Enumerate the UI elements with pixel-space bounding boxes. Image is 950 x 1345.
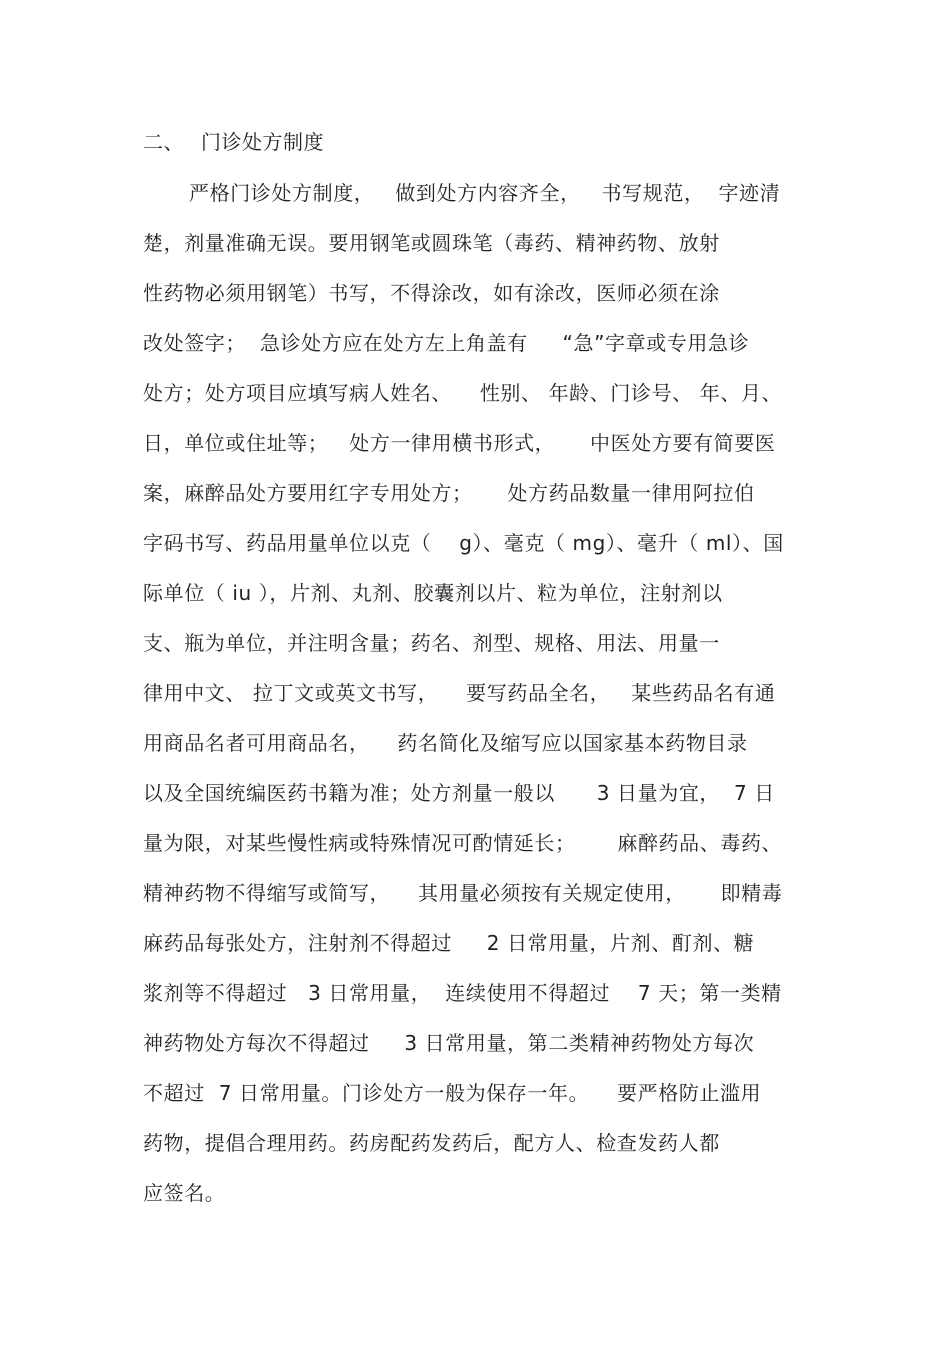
paragraph-line: 案，麻醉品处方要用红字专用处方； 处方药品数量一律用阿拉伯 [143,481,755,505]
paragraph-line: 麻药品每张处方，注射剂不得超过 2 日常用量，片剂、酊剂、糖 [143,931,755,955]
section-title: 门诊处方制度 [201,130,324,154]
paragraph-line: 应签名。 [143,1181,226,1205]
paragraph [143,177,823,1227]
paragraph-line: 支、瓶为单位，并注明含量；药名、剂型、规格、用法、用量一 [143,631,720,655]
paragraph-line: 处方；处方项目应填写病人姓名、 性别、 年龄、门诊号、 年、月、 [143,381,783,405]
paragraph-line: 不超过 7 日常用量。门诊处方一般为保存一年。 要严格防止滥用 [143,1081,762,1105]
paragraph-line: 用商品名者可用商品名， 药名简化及缩写应以国家基本药物目录 [143,731,748,755]
paragraph-line: 楚，剂量准确无误。要用钢笔或圆珠笔（毒药、精神药物、放射 [143,231,720,255]
paragraph-line: 际单位（ iu ），片剂、丸剂、胶囊剂以片、粒为单位，注射剂以 [143,581,723,605]
section-number: 二、 [143,130,184,154]
paragraph-line: 日，单位或住址等； 处方一律用横书形式， 中医处方要有简要医 [143,431,776,455]
section-heading [143,128,324,156]
paragraph-line: 性药物必须用钢笔）书写，不得涂改，如有涂改，医师必须在涂 [143,281,720,305]
paragraph-line: 神药物处方每次不得超过 3 日常用量，第二类精神药物处方每次 [143,1031,755,1055]
paragraph-line: 改处签字； 急诊处方应在处方左上角盖有 “急”字章或专用急诊 [143,331,750,355]
paragraph-line: 浆剂等不得超过 3 日常用量， 连续使用不得超过 7 天；第一类精 [143,981,782,1005]
paragraph-line: 精神药物不得缩写或简写， 其用量必须按有关规定使用， 即精毒 [143,881,783,905]
paragraph-line: 以及全国统编医药书籍为准；处方剂量一般以 3 日量为宜， 7 日 [143,781,775,805]
paragraph-line: 量为限，对某些慢性病或特殊情况可酌情延长； 麻醉药品、毒药、 [143,831,783,855]
paragraph-line: 字码书写、药品用量单位以克（ g）、毫克（ mg）、毫升（ ml）、国 [143,531,784,555]
paragraph-line: 药物，提倡合理用药。药房配药发药后，配方人、检查发药人都 [143,1131,720,1155]
paragraph-line: 律用中文、 拉丁文或英文书写， 要写药品全名， 某些药品名有通 [143,681,776,705]
paragraph-line: 严格门诊处方制度， 做到处方内容齐全， 书写规范， 字迹清 [189,181,781,205]
